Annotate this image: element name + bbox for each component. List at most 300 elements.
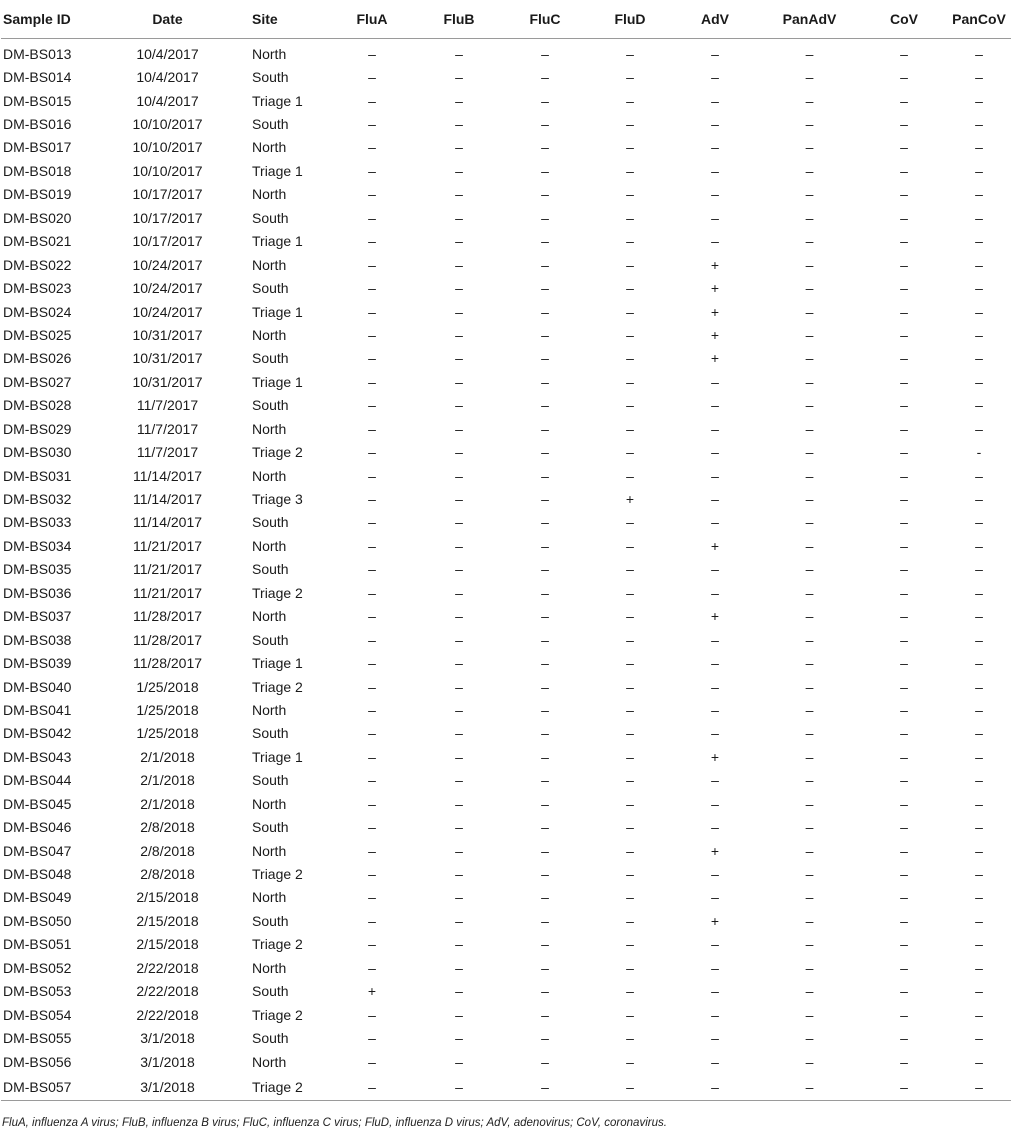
cell-sample-id: DM-BS017 — [3, 139, 72, 156]
column-header-cov: CoV — [861, 0, 947, 39]
cell-flud: – — [626, 186, 634, 203]
cell-flub: – — [455, 116, 463, 133]
cell-flud: – — [626, 256, 634, 273]
cell-flud: – — [626, 655, 634, 672]
cell-cov: – — [900, 866, 908, 883]
cell-flub: – — [455, 983, 463, 1000]
cell-sample-id: DM-BS047 — [3, 842, 72, 859]
cell-flua: – — [368, 209, 376, 226]
cell-site: South — [252, 725, 289, 742]
cell-sample-id: DM-BS024 — [3, 303, 72, 320]
cell-flua: – — [368, 959, 376, 976]
cell-sample-id: DM-BS055 — [3, 1030, 72, 1047]
cell-pancov: – — [975, 233, 983, 250]
cell-date: 11/21/2017 — [132, 537, 203, 554]
cell-flub: – — [455, 537, 463, 554]
cell-fluc: – — [541, 678, 549, 695]
cell-cov: – — [900, 491, 908, 508]
cell-sample-id: DM-BS045 — [3, 795, 72, 812]
cell-pancov: – — [975, 373, 983, 390]
cell-date: 10/24/2017 — [132, 280, 203, 297]
cell-adv: – — [711, 631, 719, 648]
cell-fluc: – — [541, 608, 549, 625]
cell-site: Triage 1 — [252, 92, 303, 109]
cell-flub: – — [455, 326, 463, 343]
cell-flub: – — [455, 655, 463, 672]
cell-date: 10/24/2017 — [132, 303, 203, 320]
cell-flud: – — [626, 1053, 634, 1070]
cell-flub: – — [455, 233, 463, 250]
cell-flud: – — [626, 1030, 634, 1047]
cell-adv: – — [711, 1006, 719, 1023]
cell-flua: – — [368, 584, 376, 601]
cell-sample-id: DM-BS022 — [3, 256, 72, 273]
cell-adv: + — [710, 748, 720, 765]
cell-date: 2/15/2018 — [136, 936, 199, 953]
cell-date: 10/4/2017 — [136, 69, 199, 86]
cell-sample-id: DM-BS049 — [3, 889, 72, 906]
cell-adv: + — [710, 256, 720, 273]
table-body — [1, 39, 1011, 1101]
table-row — [1, 347, 1011, 370]
cell-flub: – — [455, 186, 463, 203]
cell-site: North — [252, 608, 287, 625]
cell-fluc: – — [541, 373, 549, 390]
cell-panadv: – — [805, 186, 814, 203]
cell-panadv: – — [805, 655, 814, 672]
cell-sample-id: DM-BS020 — [3, 209, 72, 226]
cell-fluc: – — [541, 1030, 549, 1047]
table-row — [1, 39, 1011, 66]
cell-adv: – — [711, 233, 719, 250]
cell-flub: – — [455, 69, 463, 86]
cell-flud: – — [626, 608, 634, 625]
cell-fluc: – — [541, 326, 549, 343]
cell-flua: – — [368, 772, 376, 789]
cell-flud: – — [626, 842, 634, 859]
cell-fluc: – — [541, 491, 549, 508]
cell-flud: – — [626, 444, 634, 461]
cell-flua: – — [368, 842, 376, 859]
cell-flua: – — [368, 912, 376, 929]
cell-site: North — [252, 842, 287, 859]
cell-date: 10/31/2017 — [132, 350, 203, 367]
table-row — [1, 159, 1011, 182]
cell-panadv: – — [805, 116, 814, 133]
cell-adv: – — [711, 1030, 719, 1047]
cell-flub: – — [455, 608, 463, 625]
cell-fluc: – — [541, 537, 549, 554]
cell-adv: – — [711, 186, 719, 203]
cell-fluc: – — [541, 1053, 549, 1070]
cell-flua: – — [368, 725, 376, 742]
cell-pancov: – — [975, 420, 983, 437]
cell-flua: – — [368, 397, 376, 414]
cell-sample-id: DM-BS015 — [3, 92, 72, 109]
cell-adv: – — [711, 139, 719, 156]
cell-fluc: – — [541, 842, 549, 859]
cell-fluc: – — [541, 655, 549, 672]
cell-adv: – — [711, 701, 719, 718]
cell-pancov: – — [975, 959, 983, 976]
column-header-date: Date — [105, 0, 230, 39]
cell-panadv: – — [805, 889, 814, 906]
column-header-sample-id: Sample ID — [1, 0, 105, 39]
cell-sample-id: DM-BS040 — [3, 678, 72, 695]
cell-site: South — [252, 350, 289, 367]
cell-panadv: – — [805, 725, 814, 742]
cell-date: 2/22/2018 — [136, 1006, 199, 1023]
cell-panadv: – — [805, 69, 814, 86]
cell-sample-id: DM-BS051 — [3, 936, 72, 953]
cell-cov: – — [900, 983, 908, 1000]
cell-date: 10/10/2017 — [132, 116, 203, 133]
cell-cov: – — [900, 912, 908, 929]
cell-flud: – — [626, 326, 634, 343]
cell-cov: – — [900, 326, 908, 343]
cell-flub: – — [455, 139, 463, 156]
cell-site: Triage 2 — [230, 1073, 328, 1101]
table-row — [1, 862, 1011, 885]
table-row — [1, 628, 1011, 651]
cell-panadv: – — [805, 795, 814, 812]
cell-adv: – — [711, 655, 719, 672]
cell-pancov: – — [975, 256, 983, 273]
cell-pancov: – — [975, 162, 983, 179]
cell-adv: – — [711, 467, 719, 484]
cell-sample-id: DM-BS026 — [3, 350, 72, 367]
column-header-flua: FluA — [328, 0, 416, 39]
cell-pancov: – — [975, 748, 983, 765]
cell-pancov: – — [975, 889, 983, 906]
cell-cov: – — [900, 92, 908, 109]
cell-fluc: – — [541, 561, 549, 578]
cell-sample-id: DM-BS046 — [3, 819, 72, 836]
cell-cov: – — [900, 959, 908, 976]
cell-fluc: – — [541, 725, 549, 742]
cell-site: Triage 1 — [252, 303, 303, 320]
table-row — [1, 605, 1011, 628]
cell-sample-id: DM-BS032 — [3, 491, 72, 508]
cell-flua: – — [368, 537, 376, 554]
cell-flub: – — [416, 1073, 502, 1101]
cell-sample-id: DM-BS048 — [3, 866, 72, 883]
cell-sample-id: DM-BS054 — [3, 1006, 72, 1023]
cell-flud: – — [626, 584, 634, 601]
cell-flua: – — [368, 326, 376, 343]
cell-flua: – — [368, 233, 376, 250]
cell-adv: – — [711, 69, 719, 86]
cell-panadv: – — [805, 1006, 814, 1023]
cell-flua: – — [368, 139, 376, 156]
cell-cov: – — [900, 772, 908, 789]
table-row — [1, 440, 1011, 463]
cell-site: Triage 2 — [252, 936, 303, 953]
cell-sample-id: DM-BS027 — [3, 373, 72, 390]
cell-sample-id: DM-BS023 — [3, 280, 72, 297]
cell-panadv: – — [805, 350, 814, 367]
cell-flub: – — [455, 514, 463, 531]
cell-flub: – — [455, 842, 463, 859]
table-row — [1, 300, 1011, 323]
cell-pancov: – — [975, 584, 983, 601]
cell-site: North — [252, 1053, 287, 1070]
cell-flua: – — [368, 608, 376, 625]
cell-date: 10/24/2017 — [132, 256, 203, 273]
cell-cov: – — [900, 233, 908, 250]
cell-pancov: – — [975, 842, 983, 859]
cell-fluc: – — [541, 233, 549, 250]
cell-pancov: – — [975, 92, 983, 109]
cell-panadv: – — [805, 936, 814, 953]
cell-cov: – — [900, 139, 908, 156]
cell-flud: – — [588, 1073, 672, 1101]
cell-site: Triage 3 — [252, 491, 303, 508]
cell-site: Triage 2 — [252, 678, 303, 695]
cell-flub: – — [455, 280, 463, 297]
cell-flub: – — [455, 420, 463, 437]
cell-site: South — [252, 631, 289, 648]
cell-adv: – — [711, 1053, 719, 1070]
cell-panadv: – — [805, 397, 814, 414]
cell-date: 2/8/2018 — [140, 866, 195, 883]
cell-fluc: – — [541, 69, 549, 86]
cell-date: 1/25/2018 — [136, 725, 199, 742]
cell-adv: + — [710, 842, 720, 859]
cell-sample-id: DM-BS028 — [3, 397, 72, 414]
cell-panadv: – — [805, 303, 814, 320]
cell-adv: – — [711, 92, 719, 109]
cell-flua: – — [368, 936, 376, 953]
cell-pancov: – — [975, 139, 983, 156]
cell-flud: – — [626, 139, 634, 156]
cell-sample-id: DM-BS018 — [3, 162, 72, 179]
cell-cov: – — [900, 162, 908, 179]
cell-pancov: – — [975, 350, 983, 367]
cell-site: Triage 1 — [252, 655, 303, 672]
cell-panadv: – — [805, 92, 814, 109]
cell-pancov: – — [975, 608, 983, 625]
cell-pancov: – — [975, 819, 983, 836]
cell-sample-id: DM-BS042 — [3, 725, 72, 742]
cell-fluc: – — [541, 467, 549, 484]
table-row — [1, 136, 1011, 159]
table-row — [1, 65, 1011, 88]
cell-cov: – — [900, 209, 908, 226]
table-row — [1, 769, 1011, 792]
cell-adv: – — [711, 514, 719, 531]
cell-panadv: – — [805, 420, 814, 437]
cell-adv: – — [711, 866, 719, 883]
cell-pancov: – — [975, 983, 983, 1000]
cell-flub: – — [455, 467, 463, 484]
cell-flud: – — [626, 397, 634, 414]
cell-adv: – — [711, 936, 719, 953]
cell-flub: – — [455, 350, 463, 367]
cell-date: 11/21/2017 — [132, 584, 203, 601]
table-row — [1, 792, 1011, 815]
cell-adv: + — [710, 280, 720, 297]
cell-date: 2/15/2018 — [136, 912, 199, 929]
cell-date: 11/7/2017 — [136, 420, 199, 437]
table-row — [1, 651, 1011, 674]
header-row — [1, 0, 1011, 39]
table-row — [1, 886, 1011, 909]
cell-flud: – — [626, 162, 634, 179]
cell-fluc: – — [541, 303, 549, 320]
cell-site: South — [252, 772, 289, 789]
cell-adv: – — [711, 983, 719, 1000]
cell-flub: – — [455, 92, 463, 109]
cell-panadv: – — [805, 772, 814, 789]
table-row — [1, 89, 1011, 112]
cell-site: North — [252, 701, 287, 718]
cell-flua: – — [368, 162, 376, 179]
cell-date: 2/22/2018 — [136, 983, 199, 1000]
cell-flub: – — [455, 1006, 463, 1023]
cell-panadv: – — [805, 631, 814, 648]
cell-fluc: – — [541, 186, 549, 203]
cell-fluc: – — [541, 889, 549, 906]
cell-adv: – — [711, 795, 719, 812]
cell-site: North — [252, 256, 287, 273]
cell-panadv: – — [805, 233, 814, 250]
cell-flub: – — [455, 748, 463, 765]
cell-cov: – — [900, 561, 908, 578]
cell-panadv: – — [805, 819, 814, 836]
cell-pancov: – — [975, 45, 983, 62]
cell-flua: – — [368, 444, 376, 461]
cell-sample-id: DM-BS019 — [3, 186, 72, 203]
cell-pancov: – — [975, 631, 983, 648]
cell-sample-id: DM-BS056 — [3, 1053, 72, 1070]
cell-flua: – — [368, 889, 376, 906]
column-header-pancov: PanCoV — [947, 0, 1011, 39]
cell-pancov: – — [975, 186, 983, 203]
cell-flub: – — [455, 795, 463, 812]
cell-panadv: – — [805, 1030, 814, 1047]
cell-panadv: – — [805, 561, 814, 578]
cell-adv: – — [711, 397, 719, 414]
cell-flub: – — [455, 819, 463, 836]
cell-date: 10/10/2017 — [132, 139, 203, 156]
cell-flud: – — [626, 701, 634, 718]
cell-flud: – — [626, 819, 634, 836]
cell-pancov: – — [975, 69, 983, 86]
table-row — [1, 253, 1011, 276]
cell-pancov: – — [975, 397, 983, 414]
cell-fluc: – — [541, 139, 549, 156]
cell-date: 2/22/2018 — [136, 959, 199, 976]
cell-flua: – — [368, 1053, 376, 1070]
cell-adv: – — [711, 772, 719, 789]
cell-pancov: – — [975, 491, 983, 508]
cell-adv: – — [711, 373, 719, 390]
cell-date: 1/25/2018 — [136, 701, 199, 718]
cell-flua: – — [368, 561, 376, 578]
table-row — [1, 909, 1011, 932]
cell-flub: – — [455, 303, 463, 320]
cell-pancov: – — [975, 725, 983, 742]
cell-site: North — [252, 45, 287, 62]
cell-cov: – — [900, 467, 908, 484]
cell-flub: – — [455, 1030, 463, 1047]
cell-cov: – — [900, 1030, 908, 1047]
cell-panadv: – — [805, 280, 814, 297]
cell-adv: – — [711, 561, 719, 578]
cell-adv: + — [710, 608, 720, 625]
cell-site: Triage 2 — [252, 584, 303, 601]
cell-site: Triage 2 — [252, 866, 303, 883]
cell-panadv: – — [805, 866, 814, 883]
cell-panadv: – — [805, 256, 814, 273]
cell-cov: – — [900, 819, 908, 836]
cell-site: North — [252, 139, 287, 156]
cell-flud: – — [626, 725, 634, 742]
column-header-panadv: PanAdV — [758, 0, 861, 39]
cell-site: North — [252, 186, 287, 203]
cell-flua: – — [368, 350, 376, 367]
cell-flud: – — [626, 795, 634, 812]
cell-cov: – — [900, 397, 908, 414]
cell-fluc: – — [541, 45, 549, 62]
cell-cov: – — [900, 69, 908, 86]
cell-sample-id: DM-BS039 — [3, 655, 72, 672]
cell-sample-id: DM-BS037 — [3, 608, 72, 625]
table-row — [1, 112, 1011, 135]
table-row — [1, 698, 1011, 721]
cell-fluc: – — [541, 444, 549, 461]
cell-sample-id: DM-BS043 — [3, 748, 72, 765]
cell-fluc: – — [541, 819, 549, 836]
cell-date: 11/28/2017 — [132, 631, 203, 648]
cell-fluc: – — [541, 1006, 549, 1023]
table-row — [1, 464, 1011, 487]
cell-date: 2/1/2018 — [140, 772, 195, 789]
cell-cov: – — [900, 303, 908, 320]
cell-flud: – — [626, 233, 634, 250]
cell-date: 2/8/2018 — [140, 819, 195, 836]
cell-flub: – — [455, 491, 463, 508]
cell-site: South — [252, 1030, 289, 1047]
cell-pancov: – — [975, 303, 983, 320]
cell-pancov: – — [975, 514, 983, 531]
cell-fluc: – — [502, 1073, 588, 1101]
cell-adv: – — [711, 209, 719, 226]
cell-fluc: – — [541, 631, 549, 648]
cell-panadv: – — [805, 514, 814, 531]
column-header-adv: AdV — [672, 0, 758, 39]
cell-cov: – — [900, 631, 908, 648]
cell-cov: – — [900, 584, 908, 601]
cell-site: South — [252, 912, 289, 929]
cell-flub: – — [455, 959, 463, 976]
table-row — [1, 487, 1011, 510]
cell-adv: – — [711, 725, 719, 742]
cell-fluc: – — [541, 912, 549, 929]
cell-panadv: – — [805, 162, 814, 179]
cell-flud: – — [626, 373, 634, 390]
cell-date: 11/7/2017 — [136, 444, 199, 461]
table-row — [1, 980, 1011, 1003]
cell-cov: – — [900, 45, 908, 62]
cell-flua: – — [368, 701, 376, 718]
table-row — [1, 745, 1011, 768]
cell-site: Triage 1 — [252, 748, 303, 765]
cell-cov: – — [900, 701, 908, 718]
cell-flua: – — [368, 795, 376, 812]
cell-flua: – — [368, 280, 376, 297]
